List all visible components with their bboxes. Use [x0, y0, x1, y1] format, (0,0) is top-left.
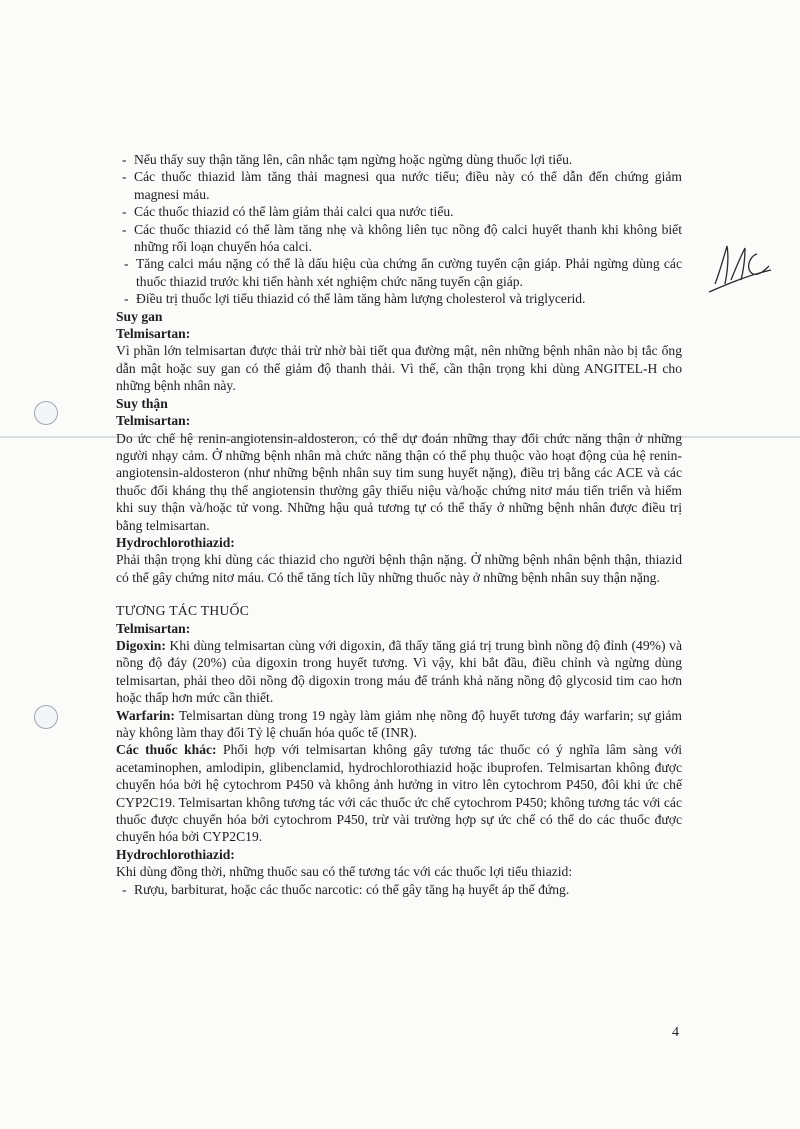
kidney-drug-label-telmisartan: Telmisartan:: [116, 413, 191, 429]
digoxin-label: Digoxin:: [116, 637, 166, 653]
list-item: - Các thuốc thiazid có thể làm giảm thải calci qua nước tiểu.: [122, 204, 454, 220]
punch-hole-bottom: [34, 705, 58, 729]
list-item: - Các thuốc thiazid có thể làm tăng nhẹ và không liên tục nồng độ calci huyết thanh khi không biết những rối loạn chuyển hóa calci.: [122, 221, 682, 255]
renal-bullet-list: [116, 151, 682, 308]
list-item: - Tăng calci máu nặng có thể là dấu hiệu của chứng ẩn cường tuyến cận giáp. Phải ngừng dùng các thuốc thiazid trước khi tiến hành xét nghiệm chức năng tuyến cận giáp.: [124, 256, 682, 289]
list-item: - Rượu, barbiturat, hoặc các thuốc narcotic: có thể gây tăng hạ huyết áp thế đứng.: [122, 881, 570, 897]
page-number: 4: [672, 1025, 679, 1040]
warfarin-label: Warfarin:: [116, 707, 175, 723]
kidney-paragraph-hctz: Phải thận trọng khi dùng các thiazid cho người bệnh thận nặng. Ở những bệnh nhân bệnh thận, thiazid có thể gây chứng nitơ máu. Có thể tăng tích lũy những thuốc này ở những bệnh nhân suy thận nặng.: [116, 552, 682, 585]
liver-paragraph: Vì phần lớn telmisartan được thải trừ nhờ bài tiết qua đường mật, nên những bệnh nhân nào bị tắc ống dẫn mật hoặc suy gan có thể giảm độ thanh thải. Vì thế, cần thận trọng khi dùng ANGITEL-H cho những bệnh nhân này.: [116, 343, 682, 394]
other-drugs-label: Các thuốc khác:: [116, 742, 217, 758]
hctz-intro: Khi dùng đồng thời, những thuốc sau có thể tương tác với các thuốc lợi tiểu thiazid:: [116, 864, 573, 880]
interactions-drug-label-hctz: Hydrochlorothiazid:: [116, 846, 235, 862]
list-item: - Nếu thấy suy thận tăng lên, cân nhắc tạm ngừng hoặc ngừng dùng thuốc lợi tiểu.: [122, 152, 573, 167]
liver-heading: Suy gan: [116, 308, 163, 324]
document-body: [116, 151, 682, 898]
punch-hole-top: [34, 401, 58, 425]
list-item: - Điều trị thuốc lợi tiểu thiazid có thể làm tăng hàm lượng cholesterol và triglycerid.: [124, 291, 586, 307]
kidney-heading: Suy thận: [116, 395, 168, 411]
digoxin-paragraph: Digoxin: Khi dùng telmisartan cùng với digoxin, đã thấy tăng giá trị trung bình nồng độ đỉnh (49%) và nồng độ đáy (20%) của digoxin trong huyết tương. Vì vậy, khi bắt đầu, điều chỉnh và ngừng dùng telmisartan, phải theo dõi nồng độ digoxin trong máu để tránh khả năng nồng độ glycosid tim cao hơn hoặc thấp hơn mức cần thiết.: [116, 637, 682, 706]
liver-drug-label: Telmisartan:: [116, 326, 191, 342]
handwritten-initials: [705, 240, 777, 300]
list-item: - Các thuốc thiazid làm tăng thải magnesi qua nước tiểu; điều này có thể dẫn đến chứng giảm magnesi máu.: [122, 169, 682, 202]
interactions-heading: TƯƠNG TÁC THUỐC: [116, 603, 250, 619]
interactions-drug-label-telmisartan: Telmisartan:: [116, 620, 191, 636]
other-drugs-paragraph: Các thuốc khác: Phối hợp với telmisartan không gây tương tác thuốc có ý nghĩa lâm sàng với acetaminophen, amlodipin, glibenclamid, hydrochlorothiazid hoặc ibuprofen. Telmisartan không được chuyển hóa bởi hệ cytochrom P450 và không ảnh hưởng in vitro lên cytochrom P450, đôi khi ức chế CYP2C19. Telmisartan không tương tác với các thuốc ức chế cytochrom P450; không tương tác với các thuốc được chuyển hóa bởi cytochrom P450, trừ vài trường hợp sự ức chế có thể do các thuốc được chuyển hóa bởi CYP2C19.: [116, 742, 683, 845]
kidney-paragraph-telmisartan: Do ức chế hệ renin-angiotensin-aldosteron, có thể dự đoán những thay đổi chức năng thận ở những người nhạy cảm. Ở những bệnh nhân mà chức năng thận có thể phụ thuộc vào hoạt động của hệ renin-angiotensin-aldosteron (như những bệnh nhân suy tim sung huyết nặng), điều trị bằng các ACE và các thuốc đối kháng thụ thể angiotensin thường gây thiểu niệu và/hoặc chứng nitơ máu tiến triển và hiếm khi suy thận và/hoặc tử vong. Những hậu quả tương tự có thể thấy ở những bệnh nhân được điều trị bằng telmisartan.: [116, 430, 682, 533]
kidney-drug-label-hctz: Hydrochlorothiazid:: [116, 534, 235, 550]
warfarin-paragraph: Warfarin: Telmisartan dùng trong 19 ngày làm giảm nhẹ nồng độ huyết tương đáy warfarin; sự giảm này không làm thay đổi Tỷ lệ chuẩn hóa quốc tế (INR).: [116, 707, 682, 740]
